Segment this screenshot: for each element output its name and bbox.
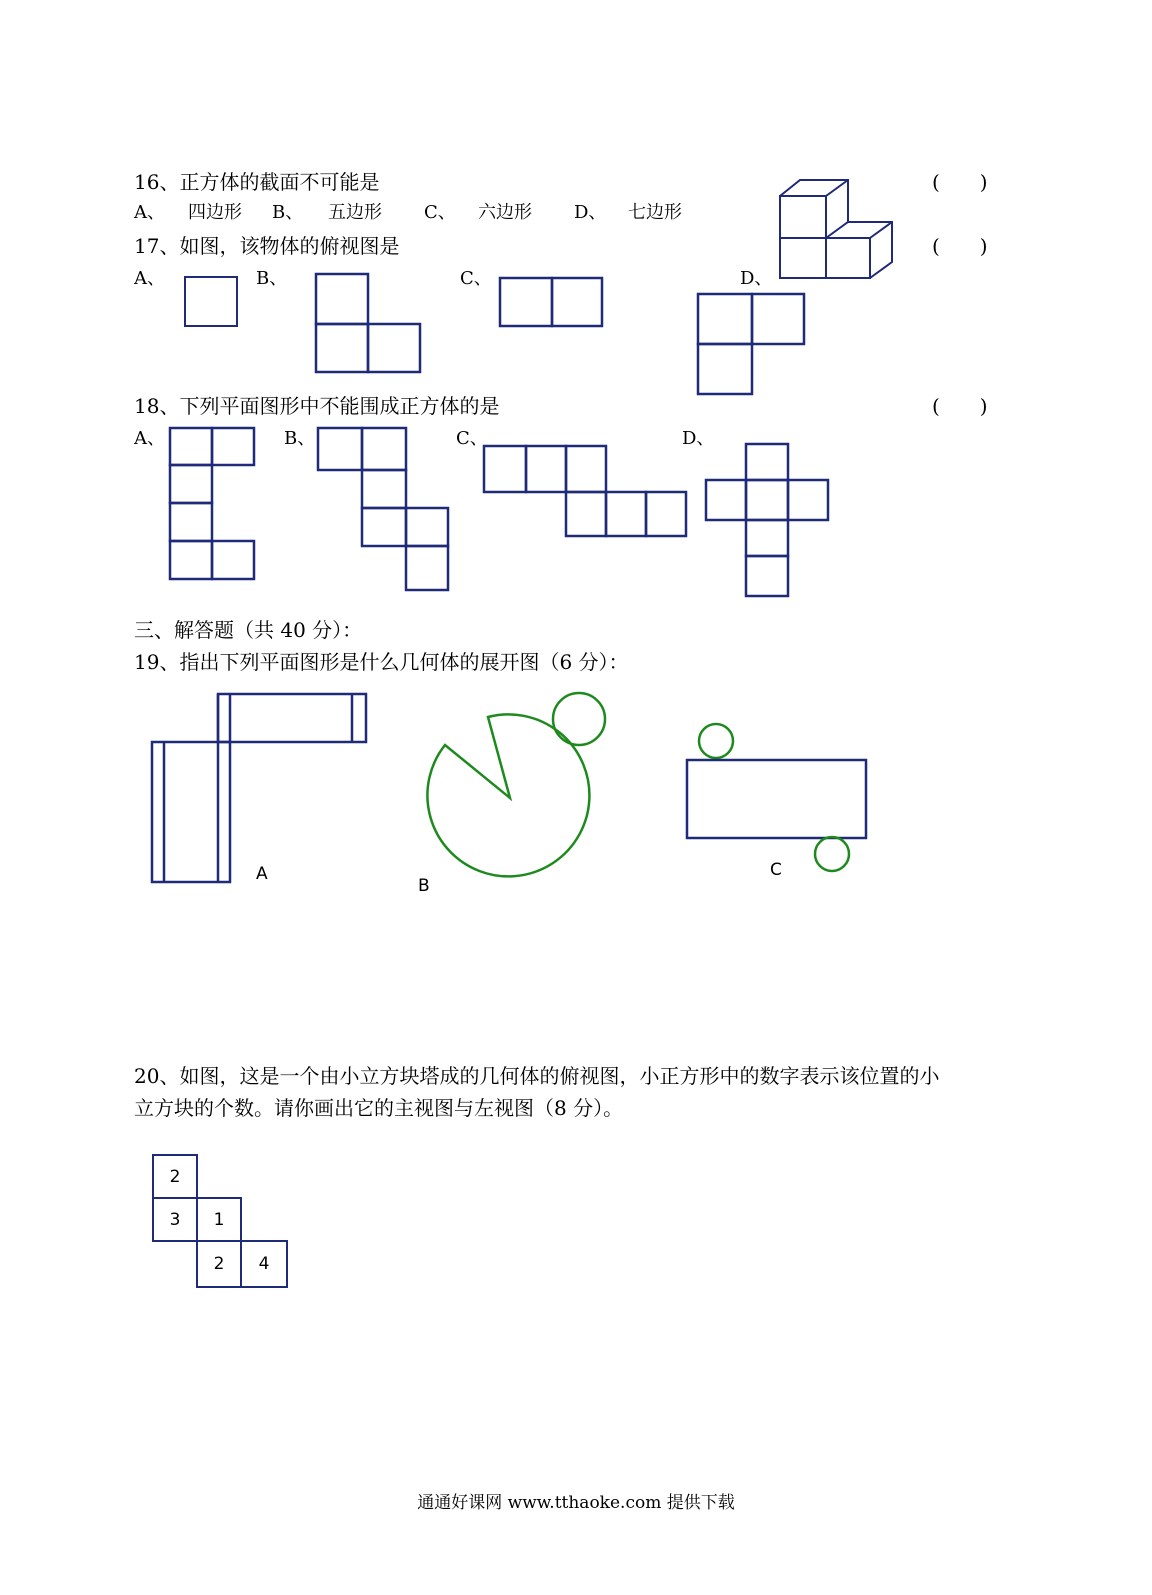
q18-option-c-letter: C、 (456, 428, 488, 449)
q19-label-b: B (418, 876, 430, 896)
q18-text: 18、下列平面图形中不能围成正方体的是 (134, 394, 500, 418)
q17-option-d-letter: D、 (740, 268, 773, 289)
q16-option-c-letter: C、 (424, 202, 456, 223)
q16-option-c-text: 六边形 (478, 202, 532, 223)
q19-label-a: A (256, 864, 268, 884)
q20-text-line2: 立方块的个数。请你画出它的主视图与左视图（8 分）。 (134, 1096, 624, 1120)
q18-option-c-net (482, 442, 690, 542)
q20-grid-cell: 3 (152, 1197, 198, 1242)
q18-option-d-net (704, 442, 832, 600)
q16-option-a-letter: A、 (134, 202, 165, 223)
q16-option-d-letter: D、 (574, 202, 607, 223)
q20-grid-cell: 4 (240, 1240, 288, 1288)
q17-cube-object-figure (770, 170, 910, 290)
q17-option-c-letter: C、 (460, 268, 492, 289)
q17-text: 17、如图，该物体的俯视图是 (134, 234, 400, 258)
q20-text-line1: 20、如图，这是一个由小立方块塔成的几何体的俯视图，小正方形中的数字表示该位置的小 (134, 1064, 940, 1088)
q19-figure-c-net (684, 722, 872, 876)
q17-option-d-figure (696, 292, 810, 398)
q16-answer-paren: ( ) (932, 170, 988, 194)
q18-option-b-letter: B、 (284, 428, 316, 449)
footer-text: 通通好课网 www.tthaoke.com 提供下载 (417, 1493, 735, 1513)
q20-grid-cell: 1 (196, 1197, 242, 1242)
q19-figure-a-net (148, 692, 372, 888)
q18-option-a-letter: A、 (134, 428, 165, 449)
q16-option-b-letter: B、 (272, 202, 304, 223)
q16-option-d-text: 七边形 (628, 202, 682, 223)
q16-option-a-text: 四边形 (188, 202, 242, 223)
q18-option-b-net (316, 426, 454, 594)
q17-option-a-letter: A、 (134, 268, 165, 289)
q18-option-d-letter: D、 (682, 428, 715, 449)
q17-option-a-figure (184, 276, 240, 330)
q18-option-a-net (168, 426, 260, 584)
q17-option-c-figure (498, 276, 606, 330)
q19-text: 19、指出下列平面图形是什么几何体的展开图（6 分）： (134, 650, 629, 674)
q18-answer-paren: ( ) (932, 394, 988, 418)
q16-option-b-text: 五边形 (328, 202, 382, 223)
q19-label-c: C (770, 860, 782, 880)
q17-option-b-figure (314, 272, 424, 376)
q20-grid-cell: 2 (196, 1240, 242, 1288)
section-3-heading: 三、解答题（共 40 分）： (134, 618, 363, 642)
q16-text: 16、正方体的截面不可能是 (134, 170, 380, 194)
q20-grid-cell: 2 (152, 1154, 198, 1199)
q19-figure-b-net (424, 688, 612, 884)
q17-option-b-letter: B、 (256, 268, 288, 289)
q17-answer-paren: ( ) (932, 234, 988, 258)
